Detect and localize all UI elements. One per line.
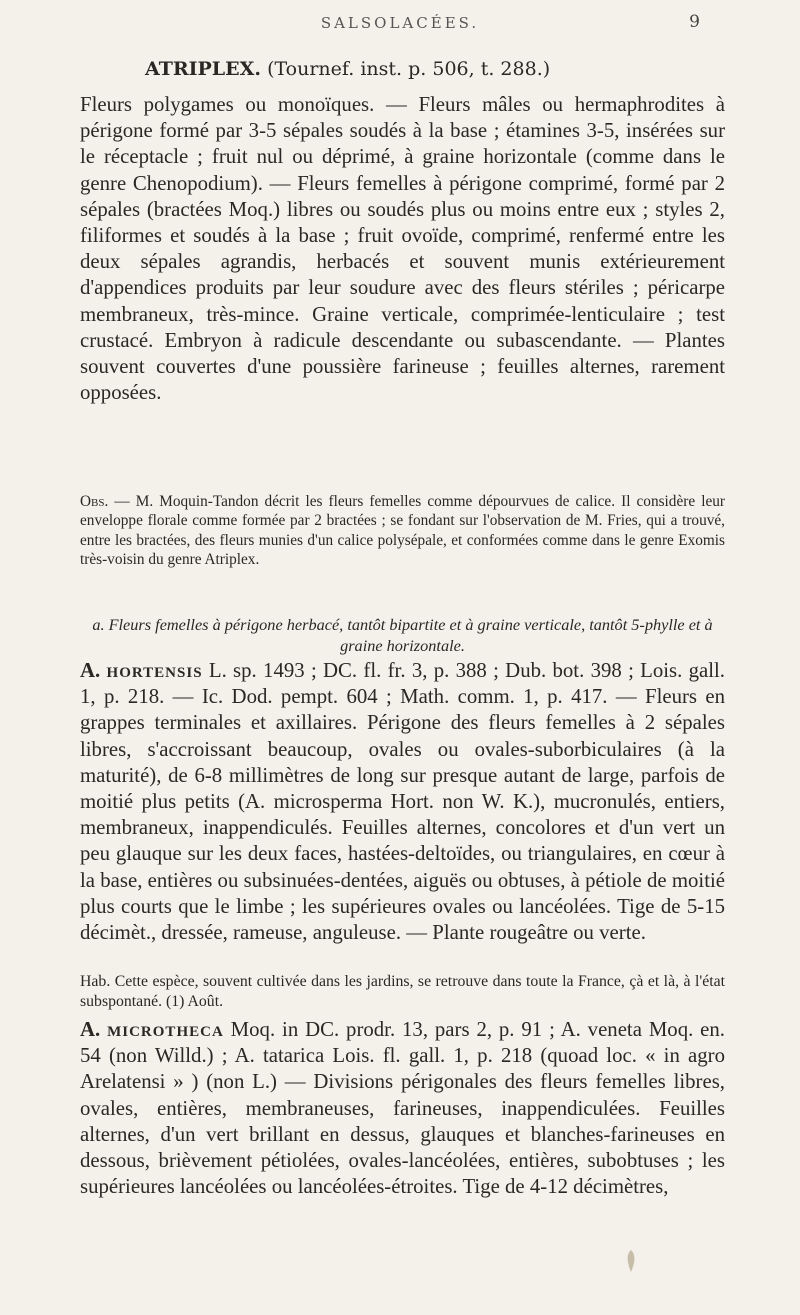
species-entry-hortensis [80, 658, 725, 946]
species-name: hortensis [106, 659, 203, 682]
species-text: Moq. in DC. prodr. 13, pars 2, p. 91 ; A. veneta Moq. en. 54 (non Willd.) ; A. tatarica Lois. fl. gall. 1, p. 218 (quoad loc. « in agro Arelatensi » ) (non L.) — Divisions périgonales des fleurs femelles libres, ovales, entières, membraneuses, farineuses, inappendiculées. Feuilles alternes, d'un vert brillant en dessus, glauques et blanches-farineuses en dessous, brièvement pétiolées, ovales-lancéolées, entières, subobtuses ; les supérieures lancéolées ou lancéolées-étroites. Tige de 4-12 décimètres, [80, 1018, 726, 1199]
section-heading-a: a. Fleurs femelles à périgone herbacé, tantôt bipartite et à graine verticale, tantôt 5-phylle et à graine horizontale. [92, 615, 713, 655]
genus-description: Fleurs polygames ou monoïques. — Fleurs mâles ou hermaphrodites à périgone formé par 3-5 sépales soudés à la base ; étamines 3-5, insérées sur le réceptacle ; fruit nul ou déprimé, à graine horizontale (comme dans le genre Chenopodium). — Fleurs femelles à périgone comprimé, formé par 2 sépales (bractées Moq.) libres ou soudés plus ou moins entre eux ; styles 2, filiformes et soudés à la base ; fruit ovoïde, comprimé, renfermé entre les deux sépales agrandis, herbacés et souvent munis extérieurement d'appendices produits par leur soudure avec des fleurs stériles ; péricarpe membraneux, très-mince. Graine verticale, comprimée-lenticulaire ; test crustacé. Embryon à radicule descendante ou subascendante. — Plantes souvent couvertes d'une poussière farineuse ; feuilles alternes, rarement opposées. [80, 93, 725, 405]
species-entry-microtheca [80, 1017, 725, 1200]
running-head: SALSOLACÉES. [320, 14, 480, 32]
genus-heading [145, 58, 550, 80]
page-number: 9 [689, 12, 700, 32]
genus-name: ATRIPLEX. [145, 58, 262, 80]
species-genus-letter: A. [80, 659, 101, 682]
habitat-note: Hab. Cette espèce, souvent cultivée dans les jardins, se retrouve dans toute la France, çà et là, à l'état subspontané. (1) Août. [80, 973, 725, 1010]
observation-note [80, 492, 725, 570]
genus-reference: (Tournef. inst. p. 506, t. 288.) [267, 58, 551, 80]
observation-lead: Obs. [80, 493, 109, 510]
species-name: microtheca [107, 1018, 224, 1041]
species-genus-letter: A. [80, 1018, 101, 1041]
observation-text: — M. Moquin-Tandon décrit les fleurs femelles comme dépourvues de calice. Il considère leur enveloppe florale comme formée par 2 bractées ; se fondant sur l'observation de M. Fries, qui a trouvé, entre les bractées, des fleurs munies d'un calice polysépale, et conformées comme dans le genre Exomis très-voisin du genre Atriplex. [80, 493, 725, 569]
species-text: L. sp. 1493 ; DC. fl. fr. 3, p. 388 ; Dub. bot. 398 ; Lois. gall. 1, p. 218. — Ic. Dod. pempt. 604 ; Math. comm. 1, p. 417. — Fleurs en grappes terminales et axillaires. Périgone des fleurs femelles à 2 sépales libres, s'accroissant beaucoup, ovales ou ovales-suborbiculaires (à la maturité), de 6-8 millimètres de long sur presque autant de large, parfois de moitié plus petits (A. microsperma Hort. non W. K.), mucronulés, entiers, membraneux, inappendiculés. Feuilles alternes, concolores et d'un vert un peu glauque sur les deux faces, hastées-deltoïdes, ou triangulaires, en cœur à la base, entières ou subsinuées-dentées, aiguës ou obtuses, à pétiole de moitié plus courts que le limbe ; les supérieures ovales ou lancéolées. Tige de 5-15 décimèt., dressée, rameuse, anguleuse. — Plante rougeâtre ou verte. [80, 659, 726, 945]
ornament-icon [624, 1248, 638, 1274]
